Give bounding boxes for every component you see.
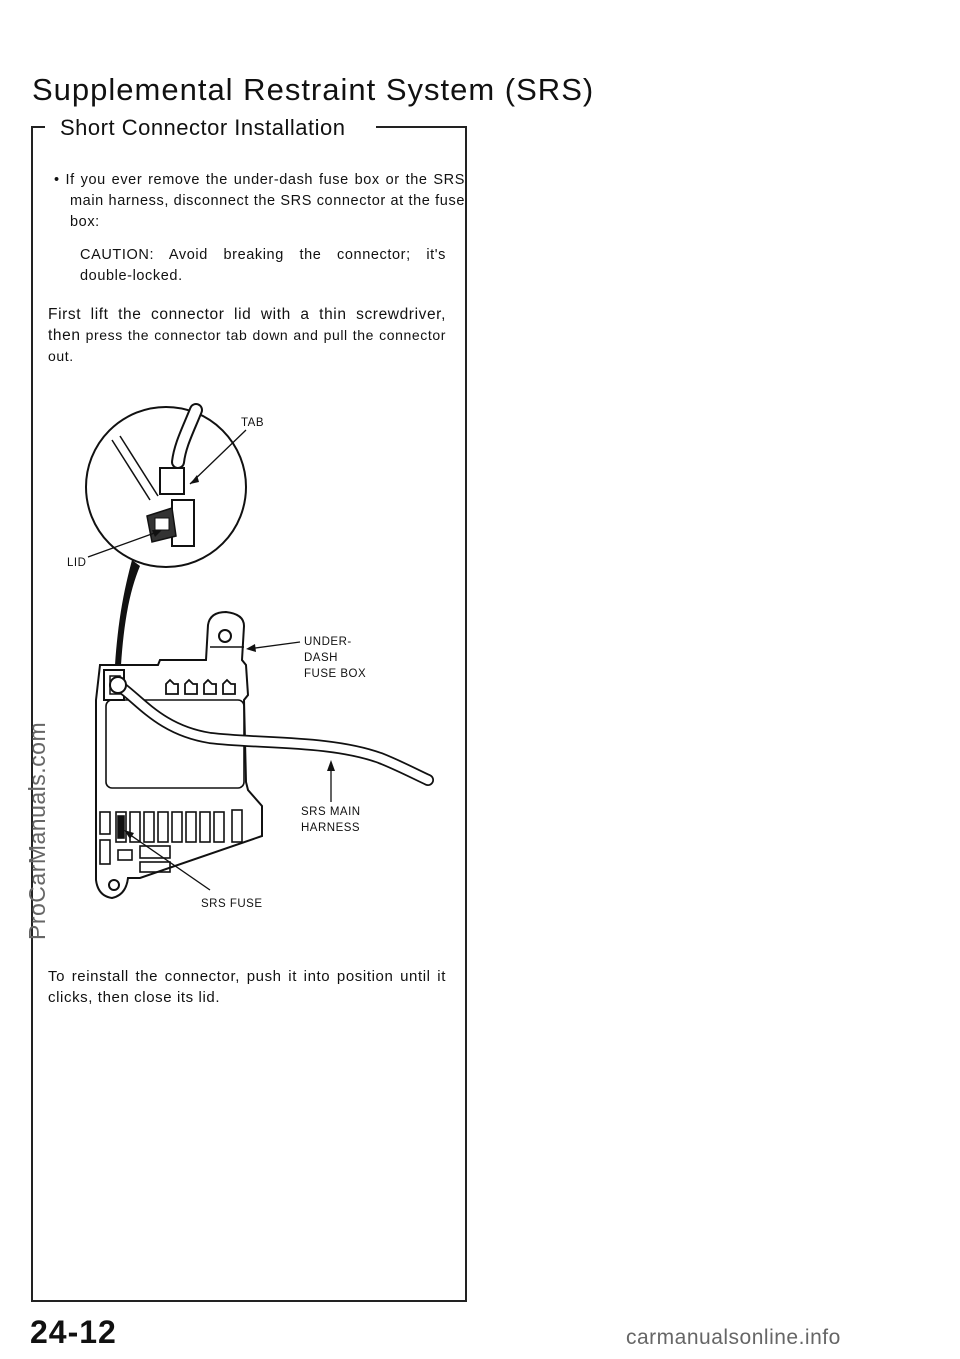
section-subtitle: Short Connector Installation (60, 115, 346, 140)
watermark-side: ProCarManuals.com (24, 721, 50, 940)
label-srs-main-2: HARNESS (301, 822, 361, 834)
watermark-bottom: carmanualsonline.info (626, 1326, 841, 1349)
label-srs-fuse: SRS FUSE (201, 898, 263, 910)
label-lid: LID (67, 557, 87, 569)
page-number: 24-12 (30, 1314, 117, 1350)
label-tab: TAB (241, 417, 265, 429)
reinstall-paragraph: To reinstall the connector, push it into position until it clicks, then close its lid. (48, 968, 446, 1006)
under-dash-leader (248, 642, 300, 649)
relay-row (166, 680, 235, 694)
instruction-rest: press the connector tab down and pull the connector out. (48, 327, 446, 364)
label-srs-main-1: SRS MAIN (301, 806, 361, 818)
label-under-dash-1: UNDER- (304, 636, 352, 648)
caution-paragraph: CAUTION: Avoid breaking the connector; it's double-locked. (80, 247, 446, 284)
under-dash-arrow-icon (246, 644, 256, 652)
tab-leader (190, 430, 246, 484)
detail-callout-wedge (115, 560, 140, 665)
bullet-paragraph: • If you ever remove the under-dash fuse box or the SRS main harness, disconnect the SRS connector at the fuse box: (54, 172, 465, 230)
srs-main-arrow-icon (327, 760, 335, 771)
lid-leader (88, 531, 160, 557)
srs-main-harness (110, 677, 428, 780)
connector-detail-circle (86, 407, 246, 567)
label-under-dash-2: DASH (304, 652, 338, 664)
label-under-dash-3: FUSE BOX (304, 668, 367, 680)
instruction-lead: First lift the connector lid with a thin screwdriver, then (48, 306, 446, 344)
page-title: Supplemental Restraint System (SRS) (32, 72, 595, 107)
